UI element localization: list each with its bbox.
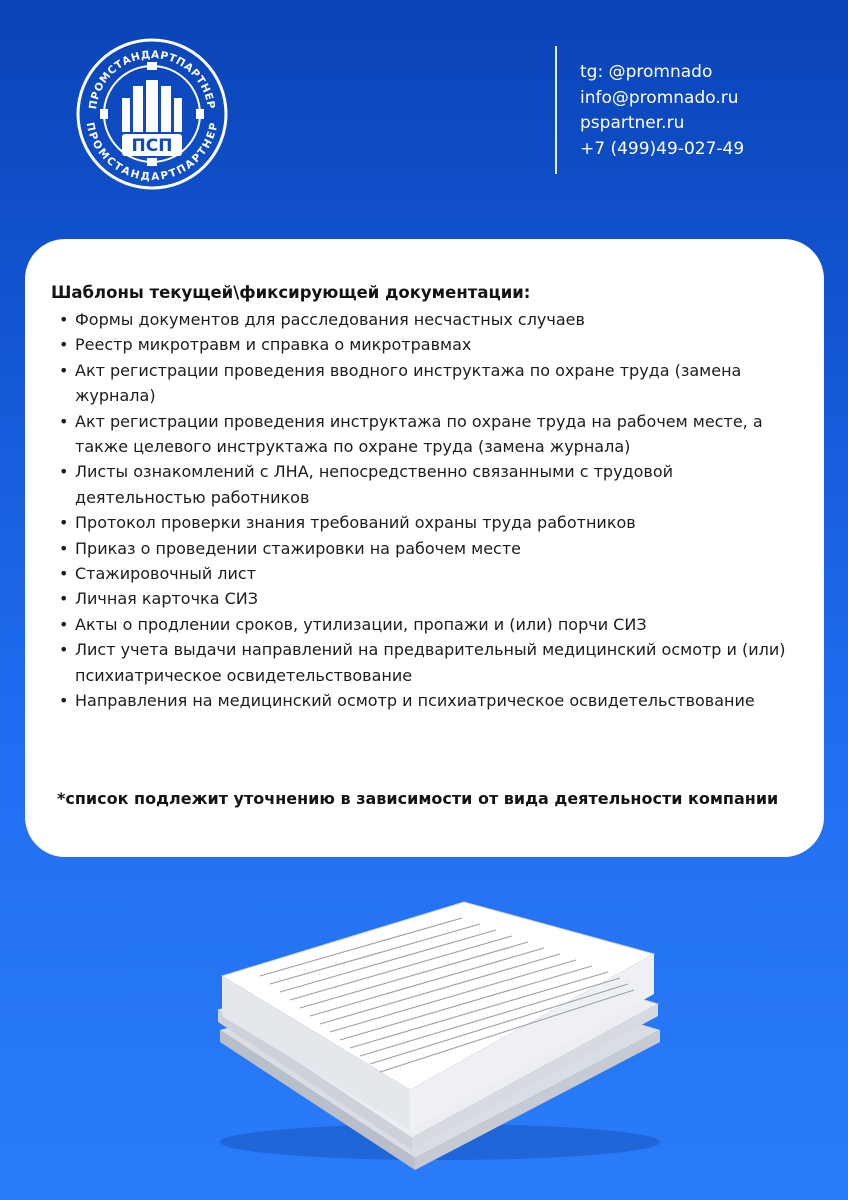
- list-item: • Акт регистрации проведения инструктажа по охране труда на рабочем месте, а также целевого инструктажа по охране труда (замена журнала): [51, 409, 803, 460]
- list-item: • Акт регистрации проведения вводного инструктажа по охране труда (замена журнала): [51, 358, 803, 409]
- list-item: • Стажировочный лист: [51, 561, 803, 586]
- telegram-link[interactable]: tg: @promnado: [580, 62, 713, 82]
- card-title: Шаблоны текущей\фиксирующей документации:: [51, 283, 531, 302]
- footnote: *список подлежит уточнению в зависимости от вида деятельности компании: [57, 789, 779, 808]
- phone-link[interactable]: +7 (499)49-027-49: [580, 138, 745, 159]
- document-list: [51, 307, 803, 714]
- list-item: • Формы документов для расследования несчастных случаев: [51, 307, 803, 332]
- logo-ring-text-top: ПРОМСТАНДАРТПАРТНЕР: [87, 48, 217, 111]
- list-item: • Листы ознакомлений с ЛНА, непосредственно связанными с трудовой деятельностью работников: [51, 459, 803, 510]
- email-link[interactable]: info@promnado.ru: [580, 87, 739, 108]
- documents-card: [25, 239, 824, 857]
- website-link[interactable]: pspartner.ru: [580, 113, 685, 133]
- logo-ring-text-bottom: ПРОМСТАНДАРТПАРТНЕР: [83, 121, 221, 184]
- building-icon: [122, 80, 182, 132]
- list-item: • Протокол проверки знания требований охраны труда работников: [51, 510, 803, 535]
- header-divider: [555, 46, 557, 174]
- contact-block: [580, 60, 744, 162]
- list-item: • Лист учета выдачи направлений на предварительный медицинский осмотр и (или) психиатрическое освидетельствование: [51, 637, 803, 688]
- list-item: • Реестр микротравм и справка о микротравмах: [51, 332, 803, 357]
- list-item: • Направления на медицинский осмотр и психиатрическое освидетельствование: [51, 688, 803, 713]
- company-logo: [76, 38, 228, 190]
- logo-monogram: ПСП: [131, 136, 173, 156]
- list-item: • Приказ о проведении стажировки на рабочем месте: [51, 536, 803, 561]
- list-item: • Акты о продлении сроков, утилизации, пропажи и (или) порчи СИЗ: [51, 612, 803, 637]
- list-item: • Личная карточка СИЗ: [51, 586, 803, 611]
- paper-stack-illustration: [200, 880, 670, 1180]
